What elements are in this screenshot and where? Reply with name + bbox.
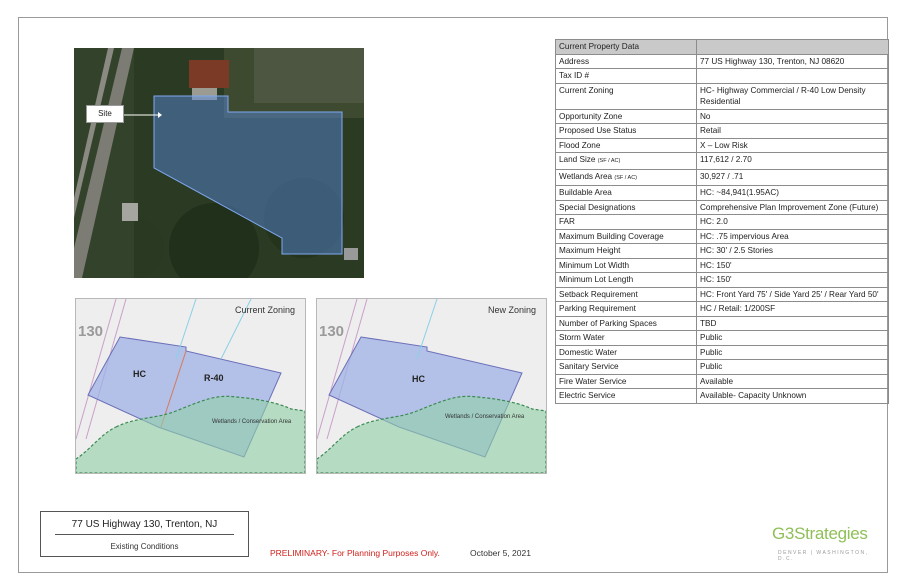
row-key-unit: (SF / AC) (614, 174, 638, 181)
zone-hc-label: HC (412, 374, 425, 384)
table-header: Current Property Data (556, 40, 697, 55)
zone-r40-label: R-40 (204, 373, 224, 383)
row-value: 77 US Highway 130, Trenton, NJ 08620 (697, 54, 889, 69)
row-key: Minimum Lot Width (556, 258, 697, 273)
row-value: HC: ~84,941(1.95AC) (697, 186, 889, 201)
row-key: Flood Zone (556, 138, 697, 153)
row-value: 30,927 / .71 (697, 169, 889, 186)
row-key: Maximum Height (556, 244, 697, 259)
row-value: Public (697, 345, 889, 360)
row-value: HC: 2.0 (697, 215, 889, 230)
row-key: Current Zoning (556, 83, 697, 109)
table-row (556, 360, 889, 375)
table-header-blank (697, 40, 889, 55)
row-value: Public (697, 331, 889, 346)
logo-text: G3Strategies (772, 524, 868, 543)
row-value: HC / Retail: 1/200SF (697, 302, 889, 317)
row-key: Domestic Water (556, 345, 697, 360)
new-zoning-map (316, 298, 547, 474)
table-row (556, 186, 889, 201)
row-key: Number of Parking Spaces (556, 316, 697, 331)
row-value: TBD (697, 316, 889, 331)
table-row (556, 316, 889, 331)
row-value: Public (697, 360, 889, 375)
row-value: HC: 30' / 2.5 Stories (697, 244, 889, 259)
row-key: Special Designations (556, 200, 697, 215)
row-value: No (697, 109, 889, 124)
table-row (556, 138, 889, 153)
row-value: HC: 150' (697, 258, 889, 273)
row-key: Fire Water Service (556, 374, 697, 389)
row-value: Available- Capacity Unknown (697, 389, 889, 404)
row-key: Storm Water (556, 331, 697, 346)
row-value: Available (697, 374, 889, 389)
title-divider (55, 534, 234, 535)
project-address: 77 US Highway 130, Trenton, NJ (71, 519, 218, 530)
row-value: HC: .75 impervious Area (697, 229, 889, 244)
row-value: HC: 150' (697, 273, 889, 288)
table-row (556, 345, 889, 360)
row-value: HC: Front Yard 75' / Side Yard 25' / Rear Yard 50' (697, 287, 889, 302)
row-key: Opportunity Zone (556, 109, 697, 124)
table-row (556, 258, 889, 273)
table-row (556, 244, 889, 259)
row-key: Address (556, 54, 697, 69)
road-label: 130 (78, 323, 104, 340)
title-box (40, 511, 249, 557)
row-key: Minimum Lot Length (556, 273, 697, 288)
site-callout-label: Site (86, 105, 124, 123)
table-row (556, 331, 889, 346)
table-row (556, 389, 889, 404)
logo-subtext: DENVER | WASHINGTON, D.C. (778, 550, 869, 562)
table-row (556, 83, 889, 109)
row-key: Tax ID # (556, 69, 697, 84)
table-row (556, 124, 889, 139)
row-key: Electric Service (556, 389, 697, 404)
row-key: FAR (556, 215, 697, 230)
wetlands-label: Wetlands / Conservation Area (212, 419, 292, 425)
table-row (556, 153, 889, 170)
row-key: Sanitary Service (556, 360, 697, 375)
property-data-table (555, 39, 889, 404)
table-row (556, 374, 889, 389)
wetlands-label: Wetlands / Conservation Area (445, 414, 525, 420)
row-value: X – Low Risk (697, 138, 889, 153)
row-value (697, 69, 889, 84)
table-row (556, 200, 889, 215)
sheet-date: October 5, 2021 (470, 548, 531, 558)
sheet-subtitle: Existing Conditions (110, 542, 179, 551)
table-row (556, 69, 889, 84)
row-value: Retail (697, 124, 889, 139)
table-row (556, 229, 889, 244)
preliminary-note: PRELIMINARY- For Planning Purposes Only. (270, 548, 440, 558)
company-logo (772, 524, 882, 564)
table-row (556, 273, 889, 288)
table-row (556, 215, 889, 230)
row-value: Comprehensive Plan Improvement Zone (Future) (697, 200, 889, 215)
row-key: Setback Requirement (556, 287, 697, 302)
row-key: Proposed Use Status (556, 124, 697, 139)
table-row (556, 54, 889, 69)
table-row (556, 169, 889, 186)
row-value: 117,612 / 2.70 (697, 153, 889, 170)
table-header-row (556, 40, 889, 55)
row-key: Land Size (SF / AC) (556, 153, 697, 170)
table-row (556, 109, 889, 124)
row-value: HC- Highway Commercial / R-40 Low Density Residential (697, 83, 889, 109)
row-key: Buildable Area (556, 186, 697, 201)
current-zoning-map (75, 298, 306, 474)
row-key-unit: (SF / AC) (597, 158, 621, 164)
road-label: 130 (319, 323, 345, 340)
aerial-site-image (74, 48, 364, 278)
table-row (556, 287, 889, 302)
row-key: Wetlands Area (SF / AC) (556, 169, 697, 186)
zone-hc-label: HC (133, 369, 146, 379)
map-title: New Zoning (487, 305, 536, 315)
table-row (556, 302, 889, 317)
row-key: Maximum Building Coverage (556, 229, 697, 244)
map-title: Current Zoning (234, 305, 295, 315)
row-key: Parking Requirement (556, 302, 697, 317)
